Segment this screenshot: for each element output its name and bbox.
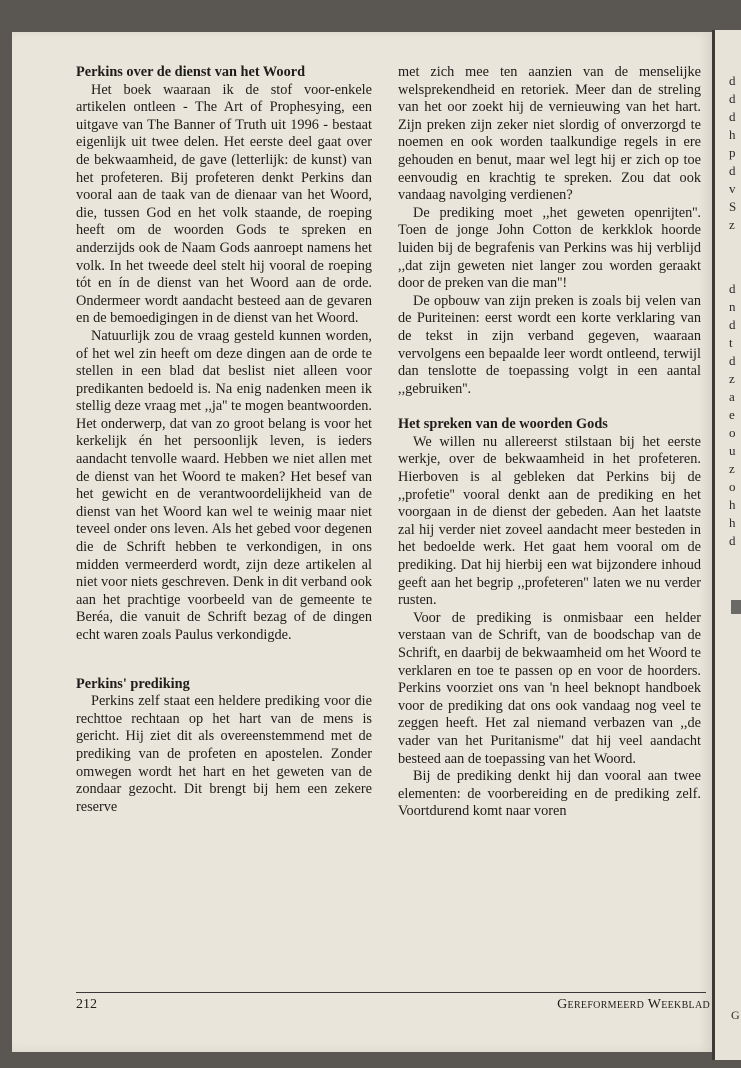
article-column-left [76, 64, 372, 816]
next-page-fragment: d [729, 91, 736, 106]
paragraph: Voor de prediking is onmisbaar een helder verstaan van de Schrift, van de boodschap van de Schrift, en daarbij de bekwaamheid om het Woord te verklaren en toe te passen op en voor de hoorders. Perkins voorziet ons van 'n heel beknopt handboek voor de prediking dat ons ook vandaag nog veel te zeggen heeft. Het zal niemand verbazen van ,,de vader van het Puritanisme'' dat hij veel aandacht besteed aan de toepassing van het Woord. [398, 609, 701, 767]
paragraph: De prediking moet ,,het geweten openrijten''. Toen de jonge John Cotton de kerkklok hoorde luiden bij de begrafenis van Perkins was hij verblijd ,,dat zijn geweten niet langer zou worden geraakt door de preken van die man''! [398, 204, 701, 292]
next-page-fragment: o [729, 425, 736, 440]
next-page-fragment: z [729, 371, 735, 386]
page-number: 212 [76, 997, 97, 1012]
next-page-fragment: v [729, 181, 736, 196]
next-page-fragment: u [729, 443, 736, 458]
next-page-footer-fragment: G [731, 1008, 740, 1022]
paragraph: met zich mee ten aanzien van de menselijke welsprekendheid en retoriek. Meer dan de streling van het oor zoekt hij de vernieuwing van het hart. Zijn preken zijn zeker niet slordig of onverzorgd te noemen en ook worden taalkundige regels in ere gehouden en benut, maar wel legt hij er zich op toe eenvoudig en krachtig te spreken. Zou dat ook vandaag navolging verdienen? [398, 64, 701, 204]
next-page-fragment: a [729, 389, 735, 404]
next-page-fragment: d [729, 73, 736, 88]
next-page-fragment: z [729, 461, 735, 476]
next-page-fragment: d [729, 163, 736, 178]
paragraph: Het boek waaraan ik de stof voor-enkele artikelen ontleen - The Art of Prophesying, een uitgave van The Banner of Truth uit 1996 - bestaat eigenlijk uit twee delen. Het eerste deel gaat over de bekwaamheid, de gave (letterlijk: de kunst) van het profeteren. Bij profeteren denkt Perkins dan vooral aan de taak van de dienaar van het Woord, die, tussen God en het volk staande, de roeping heeft om de woorden Gods te spreken en anderzijds ook de Naam Gods aanroept namens het volk. In het tweede deel stelt hij vooral de roeping tót en ín de dienst van het Woord aan de orde. Ondermeer wordt aandacht besteed aan de gevaren en de bemoedigingen in de dienst van het Woord. [76, 81, 372, 327]
paragraph: Perkins zelf staat een heldere prediking voor die rechttoe rechtaan op het hart van de mens is gericht. Hij ziet dit als overeenstemmend met de prediking van de profeten en apostelen. Zonder omwegen wordt het hart en het geweten van de zondaar gezocht. Dit brengt bij hem een zekere reserve [76, 693, 372, 815]
next-page-marker [731, 600, 741, 614]
next-page-edge [712, 30, 741, 1060]
footer-rule [76, 992, 706, 993]
next-page-fragment: z [729, 217, 735, 232]
next-page-fragment: h [729, 127, 736, 142]
next-page-fragment: d [729, 353, 736, 368]
section-heading: Perkins over de dienst van het Woord [76, 64, 306, 80]
next-page-fragment: S [729, 199, 737, 214]
next-page-fragment: p [729, 145, 736, 160]
section-heading: Perkins' prediking [76, 675, 190, 692]
next-page-fragment: d [729, 317, 736, 332]
next-page-fragment: e [729, 407, 735, 422]
next-page-fragment: t [729, 335, 733, 350]
paragraph: De opbouw van zijn preken is zoals bij velen van de Puriteinen: eerst wordt een korte verklaring van de tekst in zijn verband gegeven, waaraan vervolgens een bepaalde leer wordt ontleend, terwijl dan tenslotte de toepassing volgt in een aantal ,,gebruiken''. [398, 292, 701, 397]
magazine-title: Gereformeerd Weekblad [557, 997, 710, 1012]
article-column-right [398, 64, 701, 821]
next-page-fragment: d [729, 109, 736, 124]
paragraph: Natuurlijk zou de vraag gesteld kunnen worden, of het wel zin heeft om deze dingen aan de orde te stellen in een blad dat beslist niet alleen voor predikanten bedoeld is. Na enig nadenken meen ik stellig deze vraag met ,,ja'' te mogen beantwoorden. Het onderwerp, dat van zo groot belang is voor het kerkelijk én het persoonlijk leven, is ieders aandacht tenvolle waard. Hebben we niet allen met de dienst van het Woord te maken? Het besef van het gewicht en de verantwoordelijkheid van de dienst van het Woord kan wel te weinig maar niet teveel onder ons leven. Als het gebed voor degenen die de Schrift hebben te verkondigen, in ons midden vermeerderd wordt, zijn deze artikelen al niet voor niets geschreven. Denk in dit verband ook aan het prachtige voorbeeld van de gemeente te Beréa, die vanuit de Schrift bezag of de dingen echt waren zoals Paulus verkondigde. [76, 327, 372, 643]
section-heading: Het spreken van de woorden Gods [398, 416, 608, 433]
next-page-fragment: d [729, 533, 736, 548]
paragraph: We willen nu allereerst stilstaan bij het eerste werkje, over de bekwaamheid in het profeteren. Hierboven is al gebleken dat Perkins bij de ,,profetie'' vooral denkt aan de prediking en het voorgaan in de dienst der gebeden. Aan het laatste zal hij verder niet zoveel aandacht meer besteden in het bedoelde werk. Het gaat hem vooral om de prediking. Dat hij hierbij een wat bijzondere inhoud geeft aan het begrip ,,profeteren'' laten we nu verder rusten. [398, 433, 701, 609]
next-page-fragment: n [729, 299, 736, 314]
paragraph: Bij de prediking denkt hij dan vooral aan twee elementen: de voorbereiding en de prediking zelf. Voortdurend komt naar voren [398, 768, 701, 820]
next-page-fragment: h [729, 497, 736, 512]
next-page-fragment: o [729, 479, 736, 494]
next-page-fragment: h [729, 515, 736, 530]
next-page-fragment: d [729, 281, 736, 296]
